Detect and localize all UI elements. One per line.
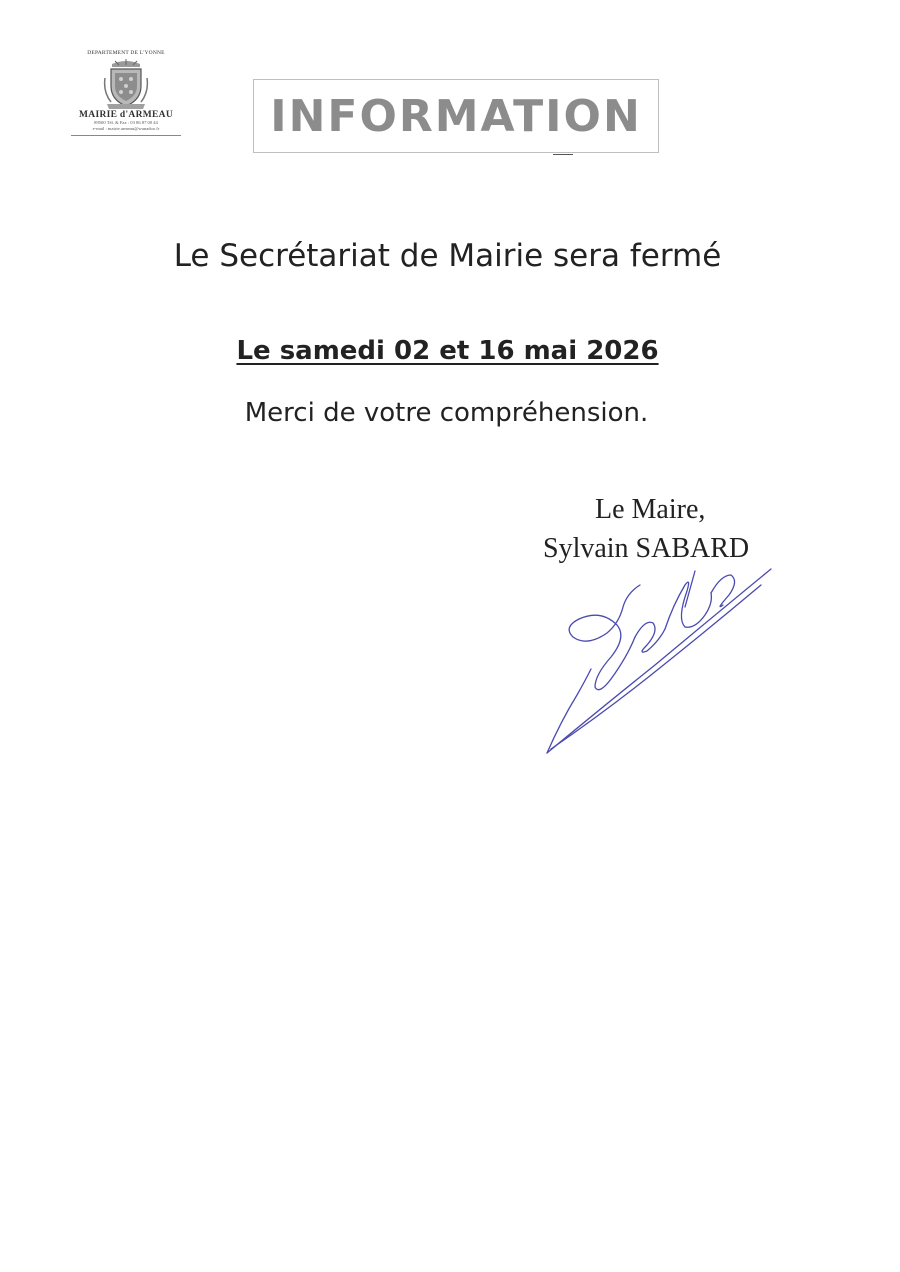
letterhead	[70, 48, 182, 160]
letterhead-divider	[71, 135, 181, 136]
information-banner	[253, 79, 659, 153]
signatory-name: Sylvain SABARD	[543, 533, 750, 564]
notice-thanks: Merci de votre compréhension.	[244, 398, 649, 428]
signature-strokes	[547, 569, 771, 753]
letterhead-name: MAIRIE d'ARMEAU	[79, 110, 173, 120]
notice-dates: Le samedi 02 et 16 mai 2026	[236, 336, 659, 366]
signatory-role: Le Maire,	[595, 494, 706, 525]
coat-of-arms-icon	[103, 58, 149, 110]
letterhead-contact-email: e-mail : mairie.armeau@wanadoo.fr	[92, 126, 160, 131]
banner-title: INFORMATION	[270, 91, 642, 142]
letterhead-department: DEPARTEMENT DE L'YONNE	[87, 50, 165, 56]
banner-mark	[553, 154, 573, 155]
handwritten-signature	[535, 545, 775, 765]
notice-headline: Le Secrétariat de Mairie sera fermé	[173, 238, 722, 274]
letterhead-contact-phone: 89500 Tél. & Fax : 03 86 87 00 44	[94, 120, 158, 125]
